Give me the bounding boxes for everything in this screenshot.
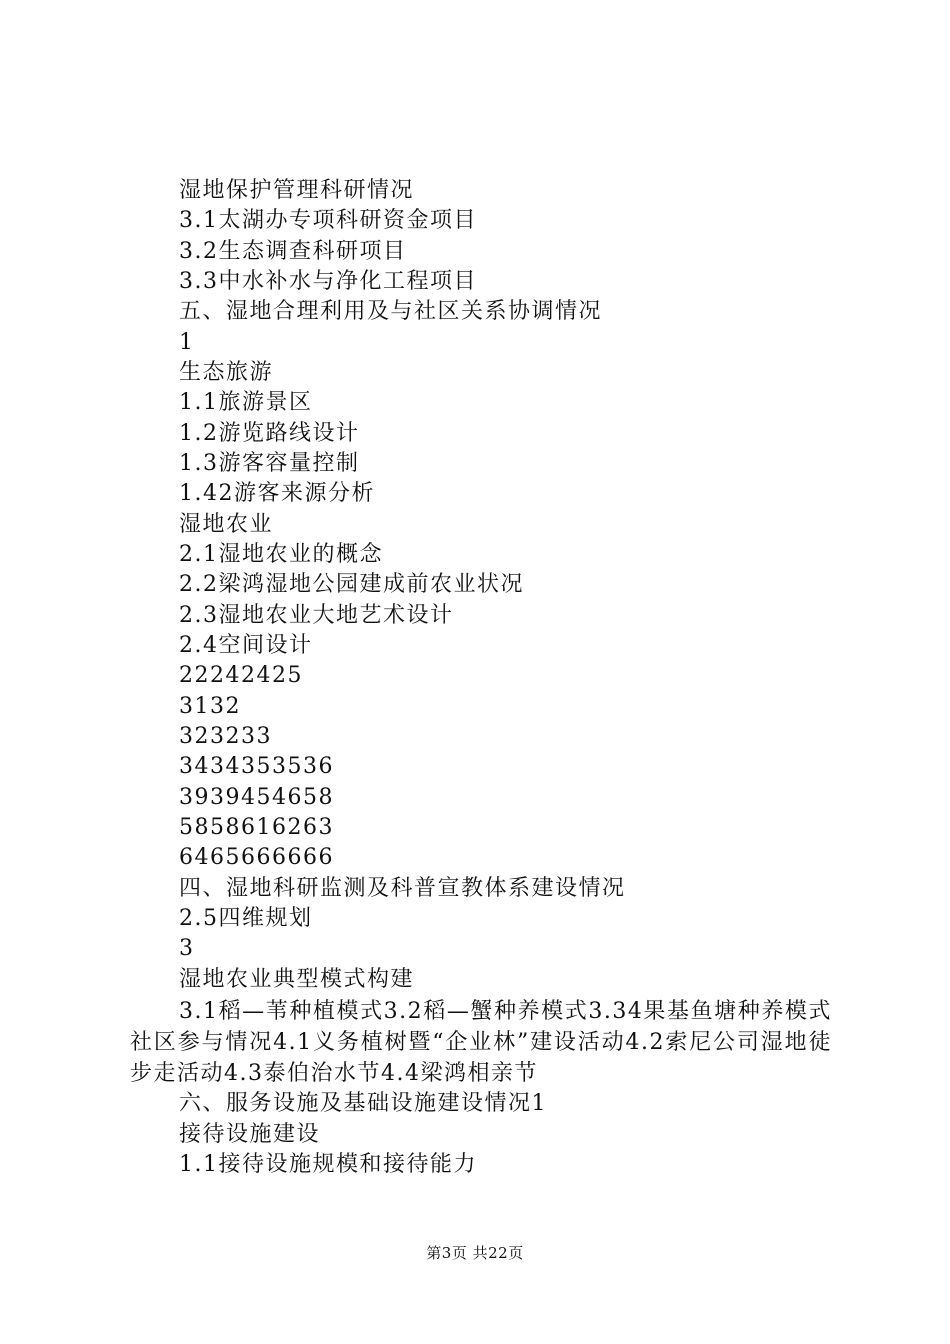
list-item: 3.2生态调查科研项目 <box>179 239 407 264</box>
page-numbers-line: 3434353536 <box>179 754 334 779</box>
page-numbers-line: 323233 <box>179 724 272 749</box>
page-numbers-line: 3939454658 <box>179 785 334 810</box>
list-item: 1.3游客容量控制 <box>179 451 360 476</box>
heading-eco-tourism: 生态旅游 <box>179 360 274 385</box>
page-numbers-line: 22242425 <box>179 663 303 688</box>
list-item: 1 <box>179 330 195 355</box>
section-heading-5: 五、湿地合理利用及与社区关系协调情况 <box>179 299 603 324</box>
list-item: 1.42游客来源分析 <box>179 481 375 506</box>
heading-wetland-agriculture: 湿地农业 <box>179 512 274 537</box>
list-item: 3.1太湖办专项科研资金项目 <box>179 208 477 233</box>
page-numbers-line: 5858616263 <box>179 815 334 840</box>
section-heading-6: 六、服务设施及基础设施建设情况1 <box>179 1091 547 1116</box>
heading-agriculture-models: 湿地农业典型模式构建 <box>179 967 415 992</box>
list-item: 2.3湿地农业大地艺术设计 <box>179 603 454 628</box>
list-item: 2.5四维规划 <box>179 906 313 931</box>
list-item: 3.3中水补水与净化工程项目 <box>179 269 477 294</box>
page-numbers-line: 3132 <box>179 694 241 719</box>
section-heading-4: 四、湿地科研监测及科普宣教体系建设情况 <box>179 876 626 901</box>
body-paragraph: 3.1稻—苇种植模式3.2稻—蟹种养模式3.34果基鱼塘种养模式社区参与情况4.1义务植树暨“企业林”建设活动4.2索尼公司湿地徒步走活动4.3泰伯治水节4.4梁鸿相亲节 <box>130 999 832 1086</box>
list-item: 1.1接待设施规模和接待能力 <box>179 1152 477 1177</box>
list-item: 1.2游览路线设计 <box>179 421 360 446</box>
page-footer: 第3页 共22页 <box>426 1244 524 1262</box>
list-item: 2.2梁鸿湿地公园建成前农业状况 <box>179 572 524 597</box>
list-item: 2.4空间设计 <box>179 633 313 658</box>
heading-wetland-research: 湿地保护管理科研情况 <box>179 178 415 203</box>
list-item: 1.1旅游景区 <box>179 390 313 415</box>
page-numbers-line: 6465666666 <box>179 845 334 870</box>
list-item: 3 <box>179 936 195 961</box>
list-item: 2.1湿地农业的概念 <box>179 542 383 567</box>
heading-reception-facilities: 接待设施建设 <box>179 1122 321 1147</box>
